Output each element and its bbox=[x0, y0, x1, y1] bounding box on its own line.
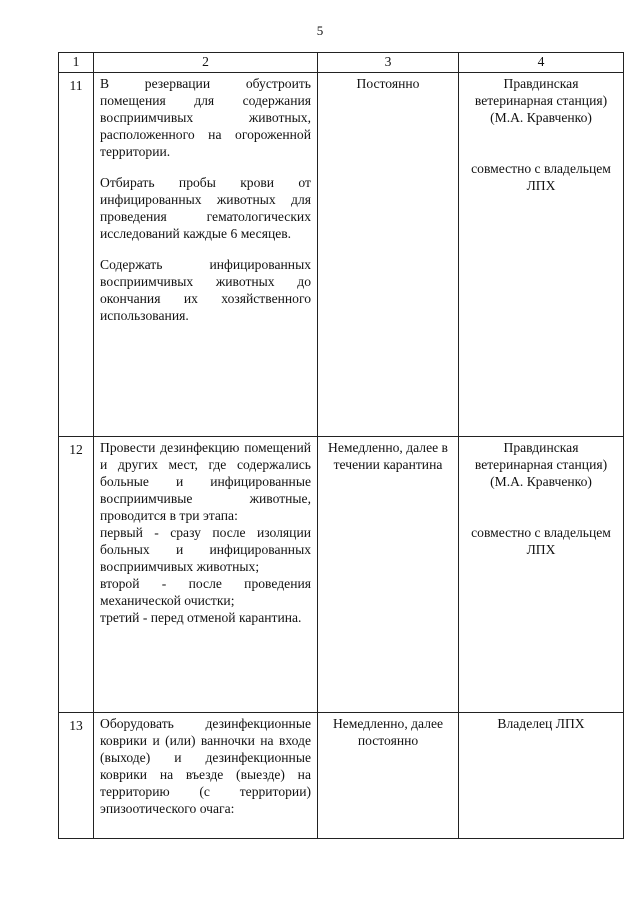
measure-cell bbox=[94, 437, 318, 713]
table-row bbox=[59, 437, 624, 713]
responsible-cell bbox=[459, 437, 624, 713]
responsible-text: Правдинская ветеринарная станция) (М.А. Кравченко) bbox=[474, 76, 608, 125]
table-header-row bbox=[59, 53, 624, 73]
measure-intro: Провести дезинфекцию помещений и других мест, где содержались больные и инфицированные восприимчивые животные, проводится в три этапа: bbox=[100, 440, 311, 523]
table-row bbox=[59, 73, 624, 437]
header-col-2: 2 bbox=[94, 53, 318, 73]
deadline-cell: Немедленно, далее постоянно bbox=[318, 713, 459, 839]
measures-table bbox=[58, 52, 624, 839]
responsible-extra: совместно с владельцем ЛПХ bbox=[471, 525, 611, 557]
header-col-1: 1 bbox=[59, 53, 94, 73]
measure-paragraph: В резервации обустроить помещения для содержания восприимчивых животных, расположенного на огороженной территории. bbox=[100, 76, 311, 159]
row-number: 12 bbox=[59, 437, 94, 713]
responsible-cell bbox=[459, 73, 624, 437]
measure-cell bbox=[94, 73, 318, 437]
deadline-cell: Немедленно, далее в течении карантина bbox=[318, 437, 459, 713]
deadline-cell: Постоянно bbox=[318, 73, 459, 437]
header-col-4: 4 bbox=[459, 53, 624, 73]
responsible-cell bbox=[459, 713, 624, 839]
row-number: 11 bbox=[59, 73, 94, 437]
measure-paragraph: Содержать инфицированных восприимчивых животных до окончания их хозяйственного использования. bbox=[100, 257, 311, 323]
responsible-extra: совместно с владельцем ЛПХ bbox=[471, 161, 611, 193]
measure-line: третий - перед отменой карантина. bbox=[100, 610, 302, 625]
page-number: 5 bbox=[316, 23, 324, 38]
measure-paragraph: Отбирать пробы крови от инфицированных животных для проведения гематологических исследований каждые 6 месяцев. bbox=[100, 175, 311, 241]
table-row bbox=[59, 713, 624, 839]
measure-line: первый - сразу после изоляции больных и инфицированных восприимчивых животных; bbox=[100, 525, 311, 574]
row-number: 13 bbox=[59, 713, 94, 839]
responsible-text: Правдинская ветеринарная станция) (М.А. Кравченко) bbox=[474, 440, 608, 489]
measure-line: второй - после проведения механической очистки; bbox=[100, 576, 311, 608]
header-col-3: 3 bbox=[318, 53, 459, 73]
measure-paragraph: Оборудовать дезинфекционные коврики и (или) ванночки на входе (выходе) и дезинфекционные коврики на въезде (выезде) на территорию (с территории) эпизоотического очага: bbox=[100, 716, 311, 816]
measure-cell bbox=[94, 713, 318, 839]
responsible-text: Владелец ЛПХ bbox=[497, 716, 585, 731]
